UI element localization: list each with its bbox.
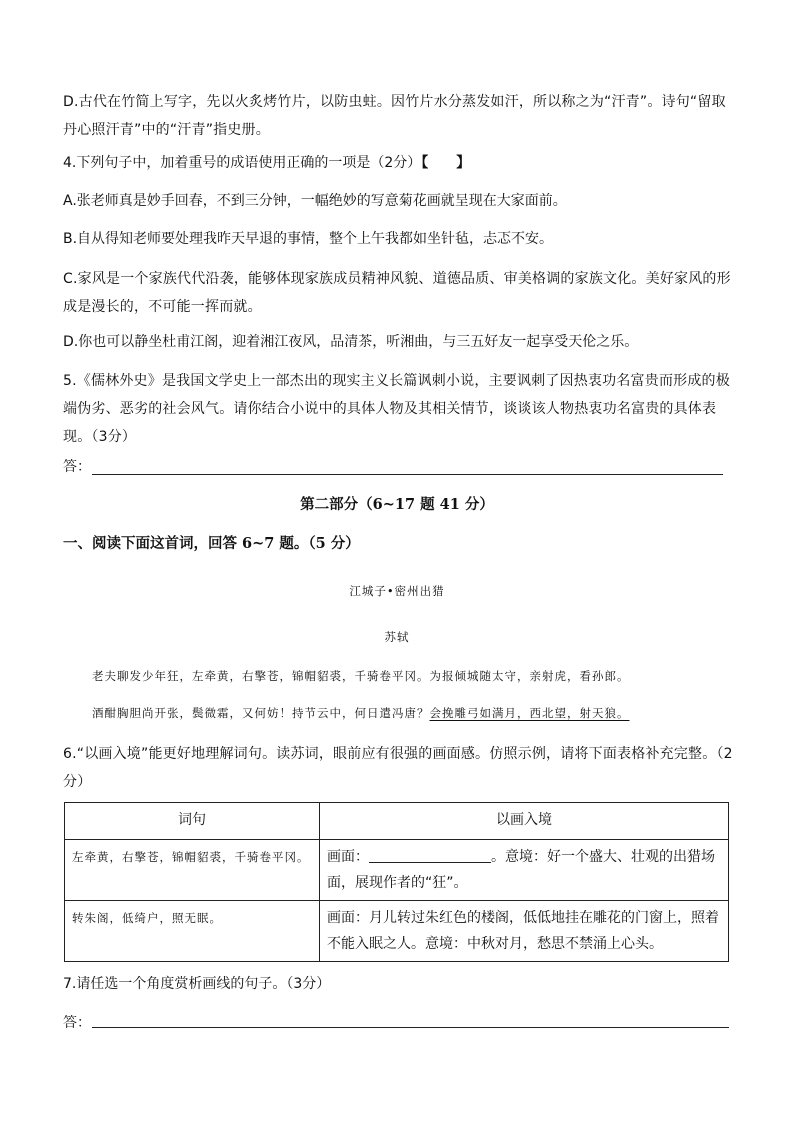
part2-title: 第二部分（6~17 题 41 分） [300, 496, 494, 513]
underlined-sentence: 会挽雕弓如满月，西北望，射天狼。 [429, 706, 630, 720]
q5-stem: 5.《儒林外史》是我国文学史上一部杰出的现实主义长篇讽刺小说，主要讽刺了因热衷功名富贵而形成的极端伪劣、恶劣的社会风气。请你结合小说中的具体人物及其相关情节，谈谈该人物热衷功名富贵的具体表现。（3分） [63, 373, 730, 445]
q4-option-c: C.家风是一个家族代代沿袭，能够体现家族成员精神风貌、道德品质、审美格调的家族文化。美好家风的形成是漫长的，不可能一挥而就。 [63, 271, 731, 315]
q4-option-b: B.自从得知老师要处理我昨天早退的事情，整个上午我都如坐针毡，忐忑不安。 [63, 231, 554, 247]
poem-author: 苏轼 [384, 630, 410, 644]
poem-line-2-plain: 酒酣胸胆尚开张，鬓微霜，又何妨！持节云中，何日遣冯唐？ [92, 706, 430, 720]
row1-suffix: 。意境：好一个盛大、壮观的出猎场面，展现作者的“狂”。 [327, 849, 715, 891]
q3-option-d: D.古代在竹简上写字，先以火炙烤竹片，以防虫蛀。因竹片水分蒸发如汗，所以称之为“汗青”。诗句“留取丹心照汗青”中的“汗青”指史册。 [63, 94, 726, 138]
row1-yihua [320, 840, 729, 901]
header-ciju: 词句 [65, 803, 320, 840]
q5-answer-line[interactable] [92, 474, 723, 475]
poem-line-1: 老夫聊发少年狂，左牵黄，右擎苍，锦帽貂裘，千骑卷平冈。为报倾城随太守，亲射虎，看孙郎。 [92, 669, 630, 683]
q6-stem: 6.“以画入境”能更好地理解词句。读苏词，眼前应有很强的画面感。仿照示例，请将下面表格补充完整。（2分） [63, 746, 733, 790]
q7-answer-line[interactable] [92, 1027, 729, 1028]
q7-stem: 7.请任选一个角度赏析画线的句子。（3分） [63, 976, 331, 992]
q7-answer-label: 答： [63, 1015, 91, 1031]
q4-stem [63, 152, 470, 174]
row1-prefix: 画面： [327, 849, 369, 865]
row1-ciju: 左牵黄，右擎苍，锦帽貂裘，千骑卷平冈。 [65, 840, 320, 901]
q4-option-d: D.你也可以静坐杜甫江阁，迎着湘江夜风，品清茶，听湘曲，与三五好友一起享受天伦之乐。 [63, 334, 639, 350]
answer-bracket: 【 】 [421, 155, 471, 171]
q5-answer-label: 答： [63, 459, 91, 475]
q4-stem-text: 4.下列句子中，加着重号的成语使用正确的一项是（2分） [63, 155, 422, 171]
row2-yihua: 画面：月儿转过朱红色的楼阁，低低地挂在雕花的门窗上，照着不能入眠之人。意境：中秋对月，愁思不禁涌上心头。 [320, 901, 729, 962]
q4-option-a: A.张老师真是妙手回春，不到三分钟，一幅绝妙的写意菊花画就呈现在大家面前。 [63, 193, 567, 209]
header-yihua: 以画入境 [320, 803, 729, 840]
table-row [65, 901, 729, 962]
fill-in-blank[interactable] [369, 848, 491, 863]
row2-ciju: 转朱阁，低绮户，照无眠。 [65, 901, 320, 962]
q6-table [64, 802, 729, 962]
section1-title: 一、阅读下面这首词，回答 6~7 题。（5 分） [63, 535, 360, 552]
table-row [65, 840, 729, 901]
poem-title: 江城子•密州出猎 [349, 584, 445, 598]
table-header-row [65, 803, 729, 840]
poem-line-2 [92, 704, 630, 722]
